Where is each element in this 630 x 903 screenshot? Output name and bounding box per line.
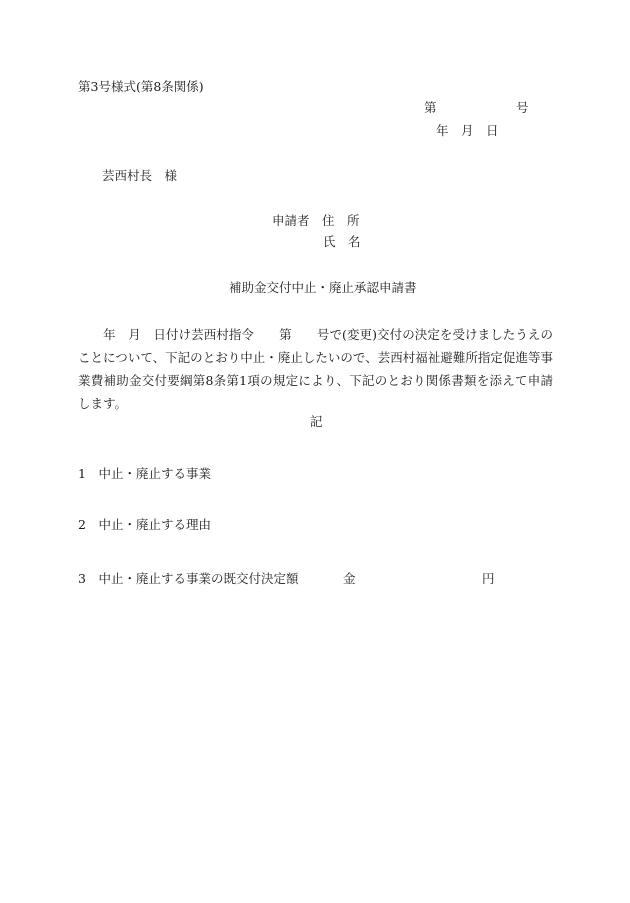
form-id: 第3号様式(第8条関係) [78,79,204,94]
document-title: 補助金交付中止・廃止承認申請書 [229,280,417,295]
applicant-address-label: 申請者 住 所 [272,213,360,228]
item-discontinued-project: 1 中止・廃止する事業 [78,466,211,481]
date-line: 年 月 日 [436,123,499,138]
item-granted-amount: 3 中止・廃止する事業の既交付決定額 [78,571,299,586]
body-text: 年 月 日付け芸西村指令 第 号で(変更)交付の決定を受けましたうえのことについて、下記のとおり中止・廃止したいので、芸西村福祉避難所指定促進等事業費補助金交付要綱第8条第1項の規定により、下記のとおり関係書類を添えて申請します。 [78,327,553,411]
amount-prefix: 金 [343,571,356,586]
body-paragraph [78,323,553,415]
document-number-prefix: 第 [424,100,437,115]
applicant-name-label: 氏 名 [323,234,361,249]
amount-suffix: 円 [482,571,495,586]
ki-heading: 記 [310,414,323,429]
item-discontinuation-reason: 2 中止・廃止する理由 [78,517,211,532]
addressee: 芸西村長 様 [102,168,178,183]
document-number-suffix: 号 [516,100,529,115]
